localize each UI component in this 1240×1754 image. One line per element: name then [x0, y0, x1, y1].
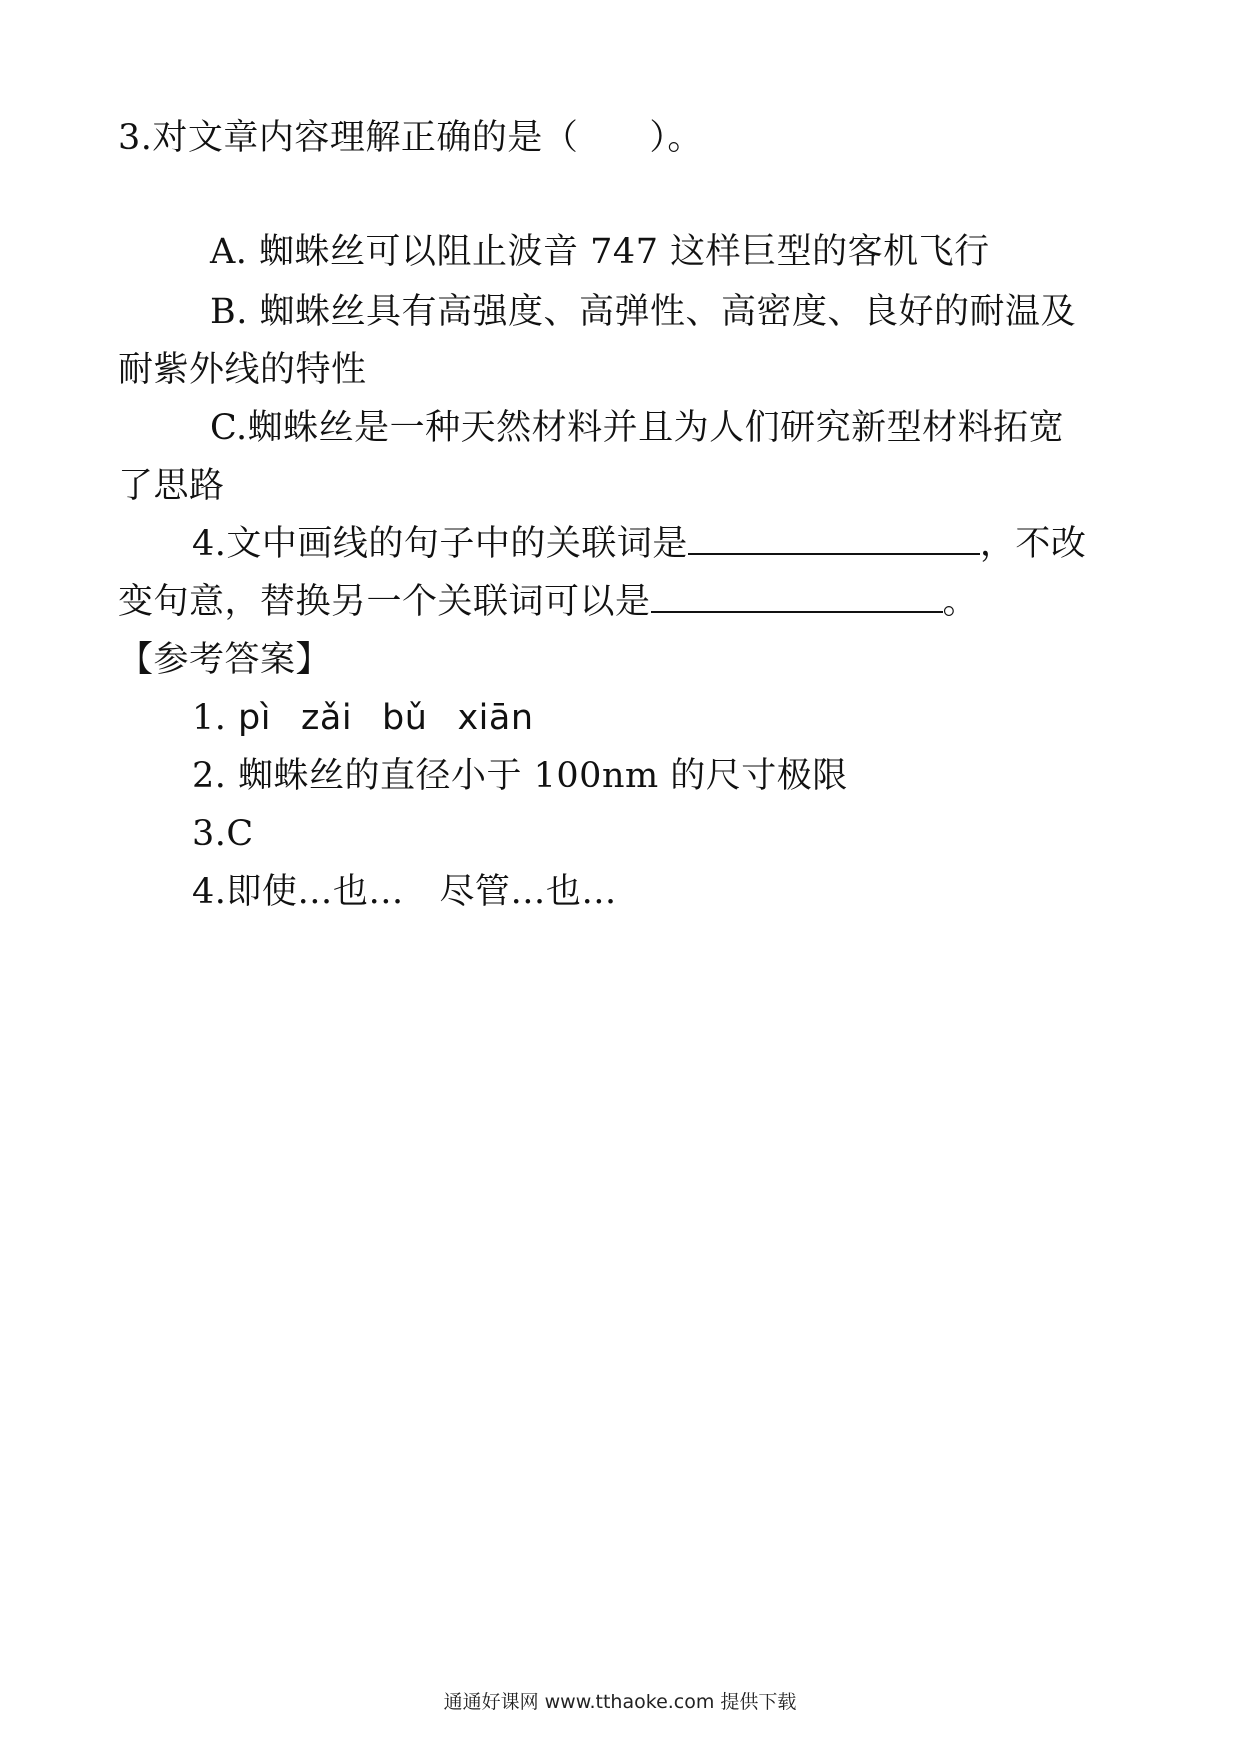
answer-3: 3.C [192, 814, 254, 854]
pinyin-1: pì [238, 698, 271, 738]
question-4-line-1-tail: ，不改 [979, 524, 1087, 564]
option-c-line-1: C.蜘蛛丝是一种天然材料并且为人们研究新型材料拓宽 [210, 408, 1065, 448]
question-4-line-1-text: 4.文中画线的句子中的关联词是 [192, 524, 688, 564]
answer-1 [192, 696, 564, 740]
question-4-line-2-tail: 。 [942, 582, 979, 622]
answer-1-prefix: 1. [192, 698, 227, 738]
answer-4: 4.即使…也… 尽管…也… [192, 872, 617, 912]
answers-heading: 【参考答案】 [118, 640, 332, 680]
option-b-line-1: B. 蜘蛛丝具有高强度、高弹性、高密度、良好的耐温及 [210, 292, 1076, 332]
question-3-stem: 3.对文章内容理解正确的是（ ）。 [118, 118, 703, 158]
pinyin-4: xiān [457, 698, 534, 738]
pinyin-2: zǎi [301, 698, 353, 738]
answer-1-pinyin [238, 698, 563, 738]
pinyin-3: bǔ [382, 698, 428, 738]
question-4-line-2 [118, 580, 978, 624]
answer-blank-2[interactable] [651, 581, 943, 613]
page-footer: 通通好课网 www.tthaoke.com 提供下载 [443, 1691, 797, 1713]
question-4-line-1 [192, 522, 1086, 566]
option-c-line-2: 了思路 [118, 466, 225, 506]
answer-2: 2. 蜘蛛丝的直径小于 100nm 的尺寸极限 [192, 756, 848, 796]
option-a: A. 蜘蛛丝可以阻止波音 747 这样巨型的客机飞行 [210, 232, 990, 272]
option-b-line-2: 耐紫外线的特性 [118, 350, 367, 390]
answer-blank-1[interactable] [688, 523, 980, 555]
question-4-line-2-text: 变句意，替换另一个关联词可以是 [118, 582, 651, 622]
